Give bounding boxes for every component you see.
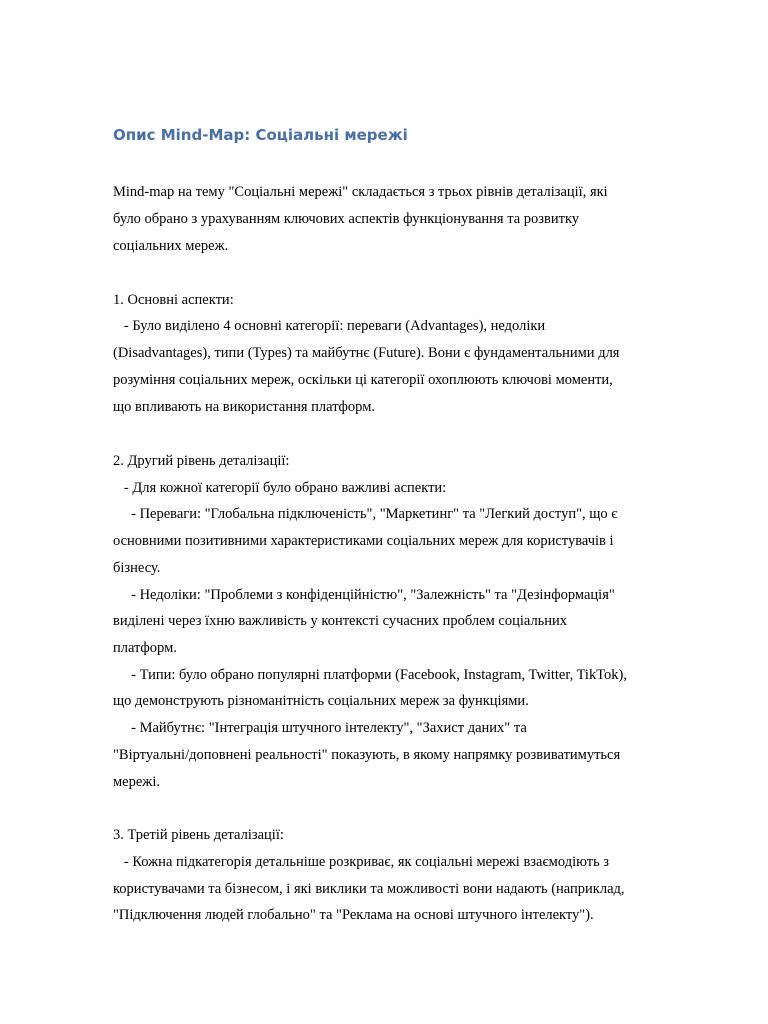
section-1-heading: 1. Основні аспекти: xyxy=(113,292,234,308)
section-3-line-1: - Кожна підкатегорія детальніше розкриває, як соціальні мережі взаємодіють з xyxy=(113,854,610,870)
section-3-heading: 3. Третій рівень деталізації: xyxy=(113,827,284,843)
intro-line-1: Mind-map на тему "Соціальні мережі" складається з трьох рівнів деталізації, які xyxy=(113,184,608,200)
section-2-line-12: мережі. xyxy=(113,774,160,790)
section-3-line-3: "Підключення людей глобально" та "Реклама на основі штучного інтелекту"). xyxy=(113,907,594,923)
page-title: Опис Mind-Map: Соціальні мережі xyxy=(113,126,408,144)
section-2-line-11: "Віртуальні/доповнені реальності" показують, в якому напрямку розвиватимуться xyxy=(113,747,621,763)
section-2-line-10: - Майбутнє: "Інтеграція штучного інтелекту", "Захист даних" та xyxy=(113,720,527,736)
section-2-line-7: платформ. xyxy=(113,640,177,656)
section-2-heading: 2. Другий рівень деталізації: xyxy=(113,453,290,469)
section-2-line-3: основними позитивними характеристиками соціальних мереж для користувачів і xyxy=(113,533,614,549)
section-3-line-2: користувачами та бізнесом, і які виклики та можливості вони надають (наприклад, xyxy=(113,881,625,897)
section-2-line-8: - Типи: було обрано популярні платформи (Facebook, Instagram, Twitter, TikTok), xyxy=(113,667,627,683)
intro-line-3: соціальних мереж. xyxy=(113,238,229,254)
section-2-line-2: - Переваги: "Глобальна підключеність", "Маркетинг" та "Легкий доступ", що є xyxy=(113,506,618,522)
section-2-line-1: - Для кожної категорії було обрано важливі аспекти: xyxy=(113,480,447,496)
section-2-line-6: виділені через їхню важливість у контексті сучасних проблем соціальних xyxy=(113,613,568,629)
section-1-line-1: - Було виділено 4 основні категорії: переваги (Advantages), недоліки xyxy=(113,318,546,334)
section-1-line-4: що впливають на використання платформ. xyxy=(113,399,376,415)
section-2-line-5: - Недоліки: "Проблеми з конфіденційністю", "Залежність" та "Дезінформація" xyxy=(113,587,615,603)
section-1-line-2: (Disadvantages), типи (Types) та майбутнє (Future). Вони є фундаментальними для xyxy=(113,345,620,361)
section-2-line-4: бізнесу. xyxy=(113,560,161,576)
intro-line-2: було обрано з урахуванням ключових аспектів функціонування та розвитку xyxy=(113,211,580,227)
section-1-line-3: розуміння соціальних мереж, оскільки ці категорії охоплюють ключові моменти, xyxy=(113,372,613,388)
section-2-line-9: що демонструють різноманітність соціальних мереж за функціями. xyxy=(113,693,529,709)
